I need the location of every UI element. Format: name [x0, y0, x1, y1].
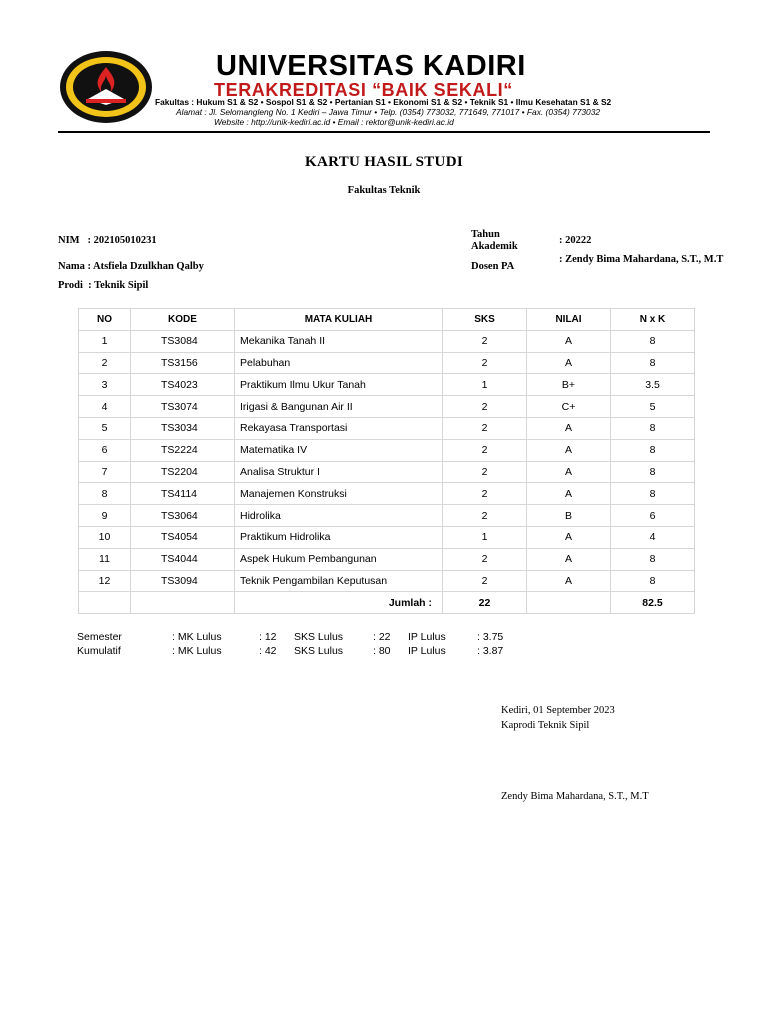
prodi-row — [58, 280, 148, 291]
cell-nxk: 8 — [611, 483, 695, 505]
cell-nilai: A — [527, 483, 611, 505]
website-line: Website : http://unik-kediri.ac.id • Email : rektor@unik-kediri.ac.id — [214, 117, 454, 127]
cell-nilai: A — [527, 330, 611, 352]
header-mata-kuliah: MATA KULIAH — [235, 309, 443, 331]
header-nxk: N x K — [611, 309, 695, 331]
cell-no: 4 — [79, 396, 131, 418]
cell-kode: TS3156 — [131, 352, 235, 374]
cell-nxk: 8 — [611, 352, 695, 374]
cell-kode: TS3064 — [131, 505, 235, 527]
total-sks: 22 — [443, 592, 527, 614]
summary-semester-sks-value: : 22 — [373, 631, 391, 643]
cell-nxk: 3.5 — [611, 374, 695, 396]
cell-kode: TS3094 — [131, 570, 235, 592]
nama-label: Nama — [58, 261, 85, 272]
table-header-row — [79, 309, 695, 331]
summary-kumulatif-mk-value: : 42 — [259, 645, 277, 657]
cell-nilai: B — [527, 505, 611, 527]
cell-sks: 2 — [443, 417, 527, 439]
cell-nilai: A — [527, 570, 611, 592]
summary-kumulatif-ip-value: : 3.87 — [477, 645, 504, 657]
grades-table — [78, 308, 695, 614]
dosen-pa-value: : Zendy Bima Mahardana, S.T., M.T — [559, 254, 724, 265]
cell-kode: TS3034 — [131, 417, 235, 439]
header-no: NO — [79, 309, 131, 331]
total-nxk: 82.5 — [611, 592, 695, 614]
table-row — [79, 352, 695, 374]
cell-kode: TS3084 — [131, 330, 235, 352]
cell-sks: 1 — [443, 526, 527, 548]
cell-sks: 2 — [443, 330, 527, 352]
cell-no: 6 — [79, 439, 131, 461]
cell-no: 3 — [79, 374, 131, 396]
faculties-line: Fakultas : Hukum S1 & S2 • Sospol S1 & S2 • Pertanian S1 • Ekonomi S1 & S2 • Teknik S1 • Ilmu Kesehatan S1 & S2 — [155, 97, 612, 107]
cell-mata-kuliah: Pelabuhan — [235, 352, 443, 374]
cell-kode: TS2204 — [131, 461, 235, 483]
total-empty-cell — [79, 592, 131, 614]
grades-body — [79, 330, 695, 613]
table-total-row — [79, 592, 695, 614]
table-row — [79, 396, 695, 418]
cell-kode: TS4044 — [131, 548, 235, 570]
prodi-label: Prodi — [58, 280, 83, 291]
cell-nxk: 8 — [611, 330, 695, 352]
table-row — [79, 548, 695, 570]
cell-no: 10 — [79, 526, 131, 548]
dosen-pa-label: Dosen PA — [471, 261, 515, 272]
address-line: Alamat : Jl. Selomangleng No. 1 Kediri – Jawa Timur • Telp. (0354) 773032, 771649, 771017 • Fax. (0354) 773032 — [176, 107, 601, 117]
cell-no: 1 — [79, 330, 131, 352]
cell-mata-kuliah: Manajemen Konstruksi — [235, 483, 443, 505]
cell-sks: 2 — [443, 461, 527, 483]
table-row — [79, 417, 695, 439]
header-nilai: NILAI — [527, 309, 611, 331]
cell-mata-kuliah: Mekanika Tanah II — [235, 330, 443, 352]
cell-mata-kuliah: Irigasi & Bangunan Air II — [235, 396, 443, 418]
cell-nilai: A — [527, 352, 611, 374]
university-crest-icon — [58, 49, 154, 125]
nim-label: NIM — [58, 235, 80, 246]
cell-nxk: 4 — [611, 526, 695, 548]
cell-mata-kuliah: Analisa Struktur I — [235, 461, 443, 483]
document-faculty: Fakultas Teknik — [347, 185, 421, 196]
cell-kode: TS4054 — [131, 526, 235, 548]
cell-nilai: A — [527, 526, 611, 548]
cell-mata-kuliah: Teknik Pengambilan Keputusan — [235, 570, 443, 592]
cell-sks: 2 — [443, 548, 527, 570]
header-divider — [58, 131, 710, 133]
cell-sks: 2 — [443, 439, 527, 461]
summary-semester-mk-label: : MK Lulus — [172, 631, 222, 643]
cell-kode: TS4023 — [131, 374, 235, 396]
total-empty-cell — [527, 592, 611, 614]
cell-no: 2 — [79, 352, 131, 374]
total-empty-cell — [131, 592, 235, 614]
header-kode: KODE — [131, 309, 235, 331]
cell-no: 8 — [79, 483, 131, 505]
summary-semester-mk-value: : 12 — [259, 631, 277, 643]
cell-nxk: 8 — [611, 570, 695, 592]
cell-nilai: C+ — [527, 396, 611, 418]
cell-kode: TS4114 — [131, 483, 235, 505]
cell-sks: 2 — [443, 352, 527, 374]
cell-sks: 1 — [443, 374, 527, 396]
cell-nxk: 8 — [611, 439, 695, 461]
table-row — [79, 526, 695, 548]
cell-sks: 2 — [443, 505, 527, 527]
cell-nxk: 8 — [611, 461, 695, 483]
cell-mata-kuliah: Aspek Hukum Pembangunan — [235, 548, 443, 570]
cell-nilai: A — [527, 548, 611, 570]
signature-role: Kaprodi Teknik Sipil — [501, 720, 590, 731]
table-row — [79, 570, 695, 592]
cell-nilai: A — [527, 439, 611, 461]
summary-semester-ip-value: : 3.75 — [477, 631, 504, 643]
table-row — [79, 483, 695, 505]
cell-no: 12 — [79, 570, 131, 592]
document-title: KARTU HASIL STUDI — [305, 154, 463, 170]
cell-sks: 2 — [443, 483, 527, 505]
cell-mata-kuliah: Matematika IV — [235, 439, 443, 461]
cell-nxk: 8 — [611, 548, 695, 570]
cell-no: 5 — [79, 417, 131, 439]
total-label: Jumlah : — [235, 592, 443, 614]
prodi-value: : Teknik Sipil — [88, 280, 149, 291]
table-row — [79, 374, 695, 396]
summary-semester-ip-label: IP Lulus — [408, 631, 446, 643]
cell-sks: 2 — [443, 396, 527, 418]
cell-mata-kuliah: Praktikum Hidrolika — [235, 526, 443, 548]
nama-value: : Atsfiela Dzulkhan Qalby — [87, 261, 204, 272]
summary-kumulatif-sks-label: SKS Lulus — [294, 645, 344, 657]
summary-kumulatif-ip-label: IP Lulus — [408, 645, 446, 657]
cell-no: 9 — [79, 505, 131, 527]
summary-kumulatif-mk-label: : MK Lulus — [172, 645, 222, 657]
cell-no: 7 — [79, 461, 131, 483]
cell-nxk: 5 — [611, 396, 695, 418]
cell-kode: TS3074 — [131, 396, 235, 418]
summary-kumulatif-sks-value: : 80 — [373, 645, 391, 657]
accreditation-text: TERAKREDITASI “BAIK SEKALI“ — [214, 80, 513, 100]
cell-nilai: A — [527, 461, 611, 483]
signature-name: Zendy Bima Mahardana, S.T., M.T — [501, 791, 649, 802]
cell-mata-kuliah: Praktikum Ilmu Ukur Tanah — [235, 374, 443, 396]
table-row — [79, 330, 695, 352]
nim-value: : 202105010231 — [87, 235, 157, 246]
cell-sks: 2 — [443, 570, 527, 592]
cell-nilai: A — [527, 417, 611, 439]
nim-row — [58, 235, 157, 246]
table-row — [79, 505, 695, 527]
nama-row — [58, 261, 204, 272]
table-row — [79, 461, 695, 483]
signature-place-date: Kediri, 01 September 2023 — [501, 705, 615, 716]
table-row — [79, 439, 695, 461]
summary-kumulatif-label: Kumulatif — [77, 645, 121, 657]
cell-kode: TS2224 — [131, 439, 235, 461]
summary-semester-label: Semester — [77, 631, 122, 643]
cell-nxk: 6 — [611, 505, 695, 527]
cell-no: 11 — [79, 548, 131, 570]
cell-mata-kuliah: Rekayasa Transportasi — [235, 417, 443, 439]
university-name: UNIVERSITAS KADIRI — [216, 50, 526, 82]
tahun-akademik-label: Tahun Akademik — [471, 229, 518, 252]
summary-semester-sks-label: SKS Lulus — [294, 631, 344, 643]
cell-nilai: B+ — [527, 374, 611, 396]
header-sks: SKS — [443, 309, 527, 331]
cell-mata-kuliah: Hidrolika — [235, 505, 443, 527]
tahun-akademik-value: : 20222 — [559, 235, 592, 246]
cell-nxk: 8 — [611, 417, 695, 439]
